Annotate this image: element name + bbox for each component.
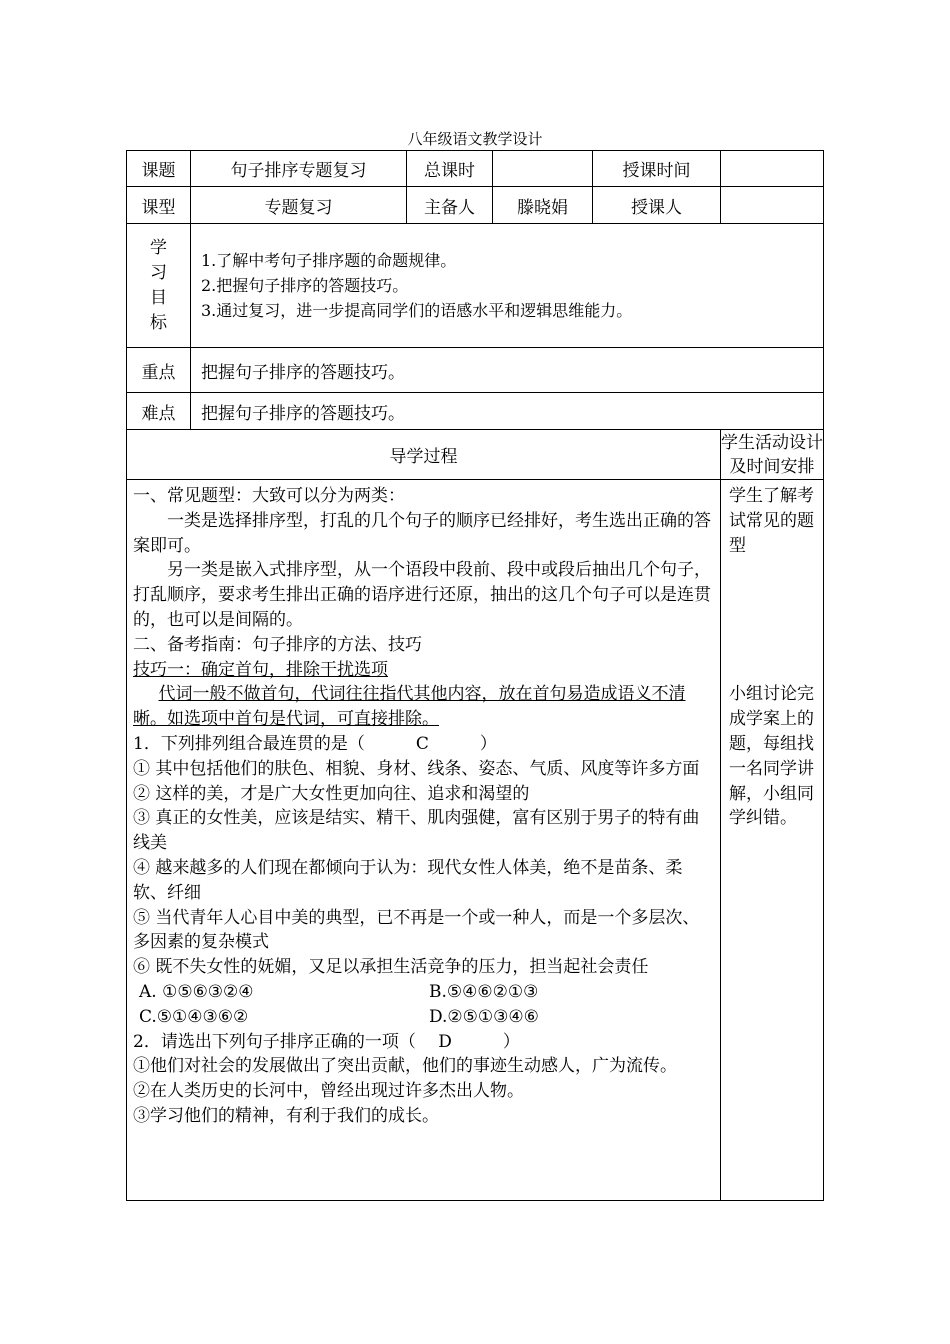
goals-list (191, 224, 824, 348)
prep-label: 主备人 (407, 187, 493, 224)
goal-item: 3.通过复习，进一步提高同学们的语感水平和逻辑思维能力。 (201, 301, 633, 320)
goals-label: 学 习 目 标 (127, 224, 191, 348)
sentence: ④ 越来越多的人们现在都倾向于认为：现代女性人体美，绝不是苗条、柔软、纤细 (133, 857, 683, 903)
sentence: ③ 真正的女性美，应该是结实、精干、肌肉强健，富有区别于男子的特有曲线美 (133, 808, 700, 854)
type-value: 专题复习 (191, 187, 407, 224)
topic-label: 课题 (127, 151, 191, 187)
option-d: D.②⑤①③④⑥ (429, 1006, 539, 1027)
focus-value: 把握句子排序的答题技巧。 (191, 348, 824, 393)
topic-value: 句子排序专题复习 (191, 151, 407, 187)
process-paragraph: 一类是选择排序型，打乱的几个句子的顺序已经排好，考生选出正确的答案即可。 (133, 510, 711, 556)
activity-note: 小组讨论完成学案上的题，每组找一名同学讲解，小组同学纠错。 (729, 684, 814, 829)
activity-content (721, 480, 824, 1201)
option-b: B.⑤④⑥②①③ (429, 981, 539, 1002)
tip-heading: 技巧一：确定首句，排除干扰选项 (133, 659, 388, 680)
activity-header: 学生活动设计及时间安排 (721, 430, 824, 480)
option-a: A. ①⑤⑥③②④ (139, 981, 254, 1002)
process-paragraph: 另一类是嵌入式排序型，从一个语段中段前、段中或段后抽出几个句子，打乱顺序，要求考生排出正确的语序进行还原，抽出的这几个句子可以是连贯的，也可以是间隔的。 (133, 560, 711, 630)
time-label: 授课时间 (593, 151, 721, 187)
sentence: ⑥ 既不失女性的妩媚，又足以承担生活竞争的压力，担当起社会责任 (133, 957, 649, 978)
sentence: ③学习他们的精神，有利于我们的成长。 (133, 1105, 439, 1126)
total-label: 总课时 (407, 151, 493, 187)
sentence: ① 其中包括他们的肤色、相貌、身材、线条、姿态、气质、风度等许多方面 (133, 758, 700, 779)
options-row (133, 1005, 716, 1030)
sentence: ②在人类历史的长河中，曾经出现过许多杰出人物。 (133, 1081, 524, 1102)
teacher-label: 授课人 (593, 187, 721, 224)
difficulty-value: 把握句子排序的答题技巧。 (191, 393, 824, 430)
question-2: 2．请选出下列句子排序正确的一项（ D ） (133, 1031, 520, 1052)
options-row (133, 980, 716, 1005)
focus-label: 重点 (127, 348, 191, 393)
goal-item: 1.了解中考句子排序题的命题规律。 (201, 251, 457, 270)
process-content (127, 480, 721, 1201)
lesson-plan-table (126, 150, 824, 1201)
activity-note: 学生了解考试常见的题型 (729, 486, 814, 556)
time-value (721, 151, 824, 187)
process-heading-1: 一、常见题型：大致可以分为两类： (133, 486, 405, 506)
option-c: C.⑤①④③⑥② (139, 1006, 249, 1027)
process-heading-2: 二、备考指南：句子排序的方法、技巧 (133, 634, 422, 655)
sentence: ⑤ 当代青年人心目中美的典型，已不再是一个或一种人，而是一个多层次、多因素的复杂模式 (133, 907, 700, 953)
type-label: 课型 (127, 187, 191, 224)
question-1: 1．下列排列组合最连贯的是（ C ） (133, 733, 497, 754)
sentence: ② 这样的美，才是广大女性更加向往、追求和渴望的 (133, 783, 530, 804)
process-header: 导学过程 (127, 430, 721, 480)
prep-value: 滕晓娟 (493, 187, 593, 224)
doc-title: 八年级语文教学设计 (407, 130, 543, 148)
tip-text: 代词一般不做首句，代词往往指代其他内容，放在首句易造成语义不清晰。如选项中首句是代词，可直接排除。 (133, 684, 686, 730)
difficulty-label: 难点 (127, 393, 191, 430)
sentence: ①他们对社会的发展做出了突出贡献，他们的事迹生动感人，广为流传。 (133, 1056, 677, 1077)
goal-item: 2.把握句子排序的答题技巧。 (201, 276, 409, 295)
teacher-value (721, 187, 824, 224)
total-value (493, 151, 593, 187)
